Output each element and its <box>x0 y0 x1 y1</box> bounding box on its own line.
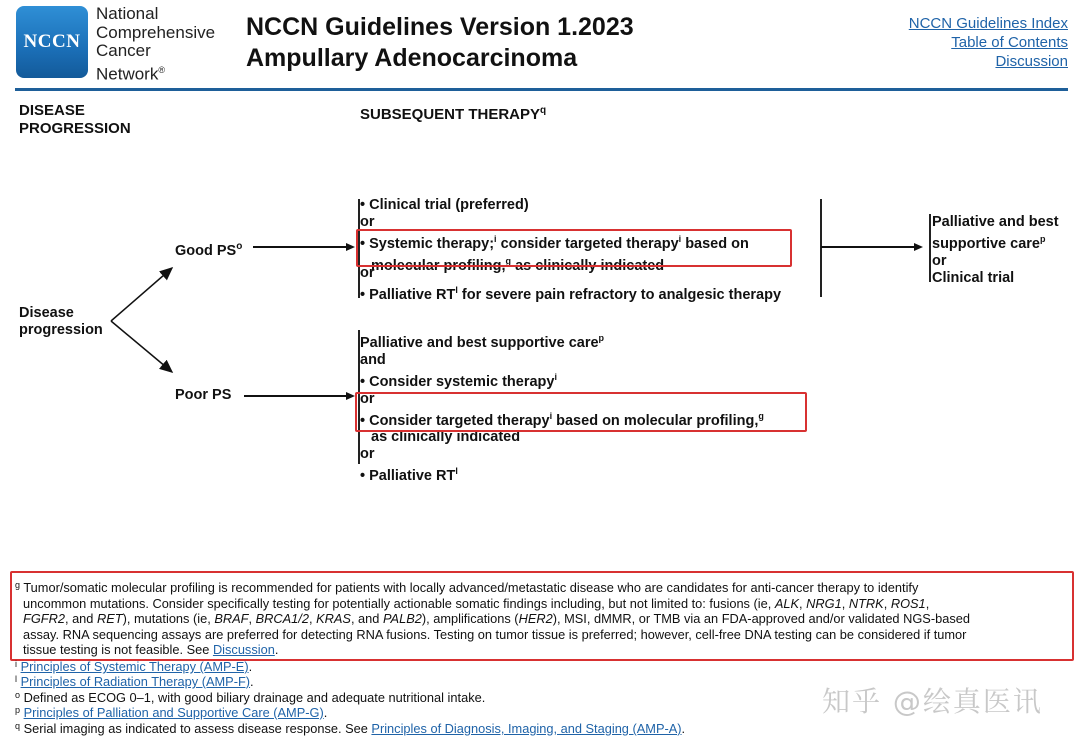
footnote-text: ), amplifications ( <box>421 611 519 626</box>
footnote-ref: p <box>1040 234 1046 244</box>
arrow-line <box>244 395 348 397</box>
footnote-i <box>15 659 252 675</box>
or-label: or <box>360 390 375 407</box>
option-systemic-therapy <box>360 369 764 391</box>
branch-arrows <box>105 260 185 380</box>
option-text: as clinically indicated <box>511 257 665 274</box>
header-divider <box>15 88 1068 91</box>
footnote-marker: o <box>15 690 21 700</box>
footnote-text: . <box>274 642 279 657</box>
option-text: based on molecular profiling, <box>552 412 759 429</box>
option-text: • Consider systemic therapy <box>360 373 555 390</box>
link-guidelines-index[interactable]: NCCN Guidelines Index <box>908 15 1068 32</box>
footnote-text: Serial imaging as indicated to assess disease response. See <box>20 721 372 736</box>
heading-line: DISEASE <box>19 102 85 119</box>
footnote-marker: q <box>15 721 21 731</box>
gene-name: HER2 <box>518 611 553 626</box>
footnote-text: Tumor/somatic molecular profiling is recommended for patients with locally advanced/metastatic disease who are candidates for anti-cancer therapy to identify <box>20 580 919 595</box>
watermark: 知乎 @绘真医讯 <box>822 685 1043 718</box>
footnote-marker: i <box>15 659 17 669</box>
footnote-ref: i <box>554 371 557 382</box>
page-title <box>246 12 634 74</box>
footnote-g: $^g$ Tumor/somatic molecular profiling is recommended for patients with locally advanced/metastatic disease who are candidates for anti-cancer therapy to identify uncommon mutations. Consider specifically testing for potentially actionable somatic findings including, but not limited to: fusions (ie, ALK, NRG1, NTRK, ROS1, FGFR2, and RET), mutations (ie, BRAF, BRCA1/2, KRAS, and PALB2), amplifications (HER2), MSI, dMMR, or TMB via an FDA-approved and/or validated NGS-based assay. RNA sequencing assays are preferred for detecting RNA fusions. Testing on tumor tissue is preferred; however, cell-free DNA testing can be considered if tumor tissue testing is not feasible. See Discussion. <box>15 580 1075 658</box>
node-line: Disease <box>19 305 74 321</box>
organization-name <box>96 5 215 84</box>
footnote-p <box>15 705 327 721</box>
gene-name: NTRK <box>848 595 884 611</box>
option-text: as clinically indicated <box>371 429 521 446</box>
or-label: or <box>360 446 375 463</box>
option-clinical-trial: • Clinical trial (preferred) <box>360 197 529 213</box>
node-label: Poor PS <box>175 387 232 403</box>
org-line <box>96 61 215 84</box>
node-label: Good PS <box>175 242 237 259</box>
or-label: or <box>360 214 375 230</box>
footnote-o <box>15 690 485 706</box>
heading-text: SUBSEQUENT THERAPY <box>360 106 541 123</box>
option-text: for severe pain refractory to analgesic therapy <box>457 286 782 303</box>
footnote-text: . <box>323 705 328 720</box>
footnote-ref: l <box>455 285 458 295</box>
option-text: based on <box>681 235 749 252</box>
and-label: and <box>360 351 386 368</box>
arrow-line <box>253 246 348 248</box>
footnote-ref: q <box>540 105 547 116</box>
footnote-ref: g <box>505 255 512 266</box>
logo-text: NCCN <box>23 31 81 52</box>
gene-name: FGFR2 <box>23 611 65 626</box>
next-step-line: Palliative and best <box>932 214 1059 230</box>
org-line: National <box>96 4 159 23</box>
or-label: or <box>932 252 947 269</box>
footnote-marker: l <box>15 674 17 684</box>
footnote-text: uncommon mutations. Consider specifically testing for potentially actionable somatic findings including, but not limited to: fusions (ie, <box>23 595 775 611</box>
next-step-line: Clinical trial <box>932 269 1015 286</box>
node-disease-progression <box>19 305 103 339</box>
footnote-text: assay. RNA sequencing assays are preferred for detecting RNA fusions. Testing on tumor tissue is preferred; however, cell-free DNA testing can be considered if tumor <box>23 626 967 642</box>
node-poor-ps <box>175 387 231 404</box>
footnote-ref: p <box>598 333 605 343</box>
gene-name: BRAF <box>214 611 249 626</box>
or-label: or <box>360 265 375 281</box>
gene-name: ALK <box>774 595 800 611</box>
footnote-ref: i <box>494 234 497 244</box>
footnote-ref: o <box>236 241 243 252</box>
bracket-line <box>929 214 931 282</box>
cancer-type: Ampullary Adenocarcinoma <box>246 44 578 72</box>
footnote-text: . <box>248 659 253 674</box>
org-line: Cancer <box>96 41 151 60</box>
link-discussion-footnote[interactable]: Discussion <box>212 642 275 657</box>
link-principles-diagnosis-imaging[interactable]: Principles of Diagnosis, Imaging, and Staging (AMP-A) <box>371 721 682 736</box>
link-table-of-contents[interactable]: Table of Contents <box>951 34 1068 51</box>
footnote-marker: p <box>15 705 21 715</box>
footnote-ref: i <box>678 234 682 244</box>
link-principles-radiation-therapy[interactable]: Principles of Radiation Therapy (AMP-F) <box>20 674 251 689</box>
highlight-box <box>355 392 807 432</box>
option-text: • Systemic therapy; <box>360 235 495 252</box>
next-step-line: supportive care <box>932 235 1040 252</box>
node-line: progression <box>19 322 103 338</box>
option-text: molecular profiling, <box>371 257 506 274</box>
gene-name: KRAS <box>316 611 351 626</box>
link-principles-systemic-therapy[interactable]: Principles of Systemic Therapy (AMP-E) <box>20 659 249 674</box>
org-line: Comprehensive <box>96 22 216 42</box>
footnote-text: , and <box>350 611 383 626</box>
gene-name: PALB2 <box>382 611 422 626</box>
nccn-logo <box>16 6 88 78</box>
link-principles-palliation[interactable]: Principles of Palliation and Supportive Care (AMP-G) <box>23 705 324 720</box>
footnote-text: . <box>250 674 254 689</box>
footnote-ref: i <box>549 410 553 421</box>
heading-disease-progression <box>19 102 131 138</box>
gene-name: ROS1 <box>890 595 926 611</box>
option-text: Palliative and best supportive care <box>360 334 599 351</box>
good-ps-next-step <box>932 214 1059 287</box>
footnote-ref: g <box>758 410 764 421</box>
footnote-text: ), mutations (ie, <box>122 611 215 626</box>
link-discussion[interactable]: Discussion <box>995 53 1068 70</box>
bracket-line <box>820 199 822 297</box>
option-text: • Palliative RT <box>360 468 456 485</box>
gene-name: RET <box>96 611 123 626</box>
node-good-ps <box>175 238 242 260</box>
footnote-marker: g <box>15 580 21 590</box>
footnote-text: , and <box>64 611 97 626</box>
footnote-text: Defined as ECOG 0–1, with good biliary drainage and adequate nutritional intake. <box>20 690 486 705</box>
gene-name: NRG1 <box>806 595 842 611</box>
arrow-line <box>821 246 916 248</box>
guidelines-version: NCCN Guidelines Version 1.2023 <box>246 13 634 41</box>
registered-mark: ® <box>158 64 165 75</box>
footnote-text: tissue testing is not feasible. See <box>23 642 213 657</box>
option-palliative-rt <box>360 282 781 304</box>
footnote-text: . <box>681 721 686 736</box>
option-text: consider targeted therapy <box>496 235 679 252</box>
nav-links <box>909 14 1068 71</box>
option-palliative-rt <box>360 463 764 485</box>
footnote-l <box>15 674 254 690</box>
arrow-head-icon <box>346 392 355 400</box>
option-text: • Palliative RT <box>360 286 456 303</box>
footnote-text: ), MSI, dMMR, or TMB via an FDA-approved and/or validated NGS-based <box>552 611 970 626</box>
option-text: • Consider targeted therapy <box>360 412 550 429</box>
heading-line: PROGRESSION <box>19 120 131 137</box>
highlight-box <box>356 229 792 267</box>
footnote-ref: l <box>455 466 458 477</box>
heading-subsequent-therapy <box>360 102 546 124</box>
footnote-q <box>15 721 685 737</box>
gene-name: BRCA1/2 <box>255 611 309 626</box>
org-line-text: Network <box>96 64 159 84</box>
arrow-head-icon <box>346 243 355 251</box>
arrow-head-icon <box>914 243 923 251</box>
